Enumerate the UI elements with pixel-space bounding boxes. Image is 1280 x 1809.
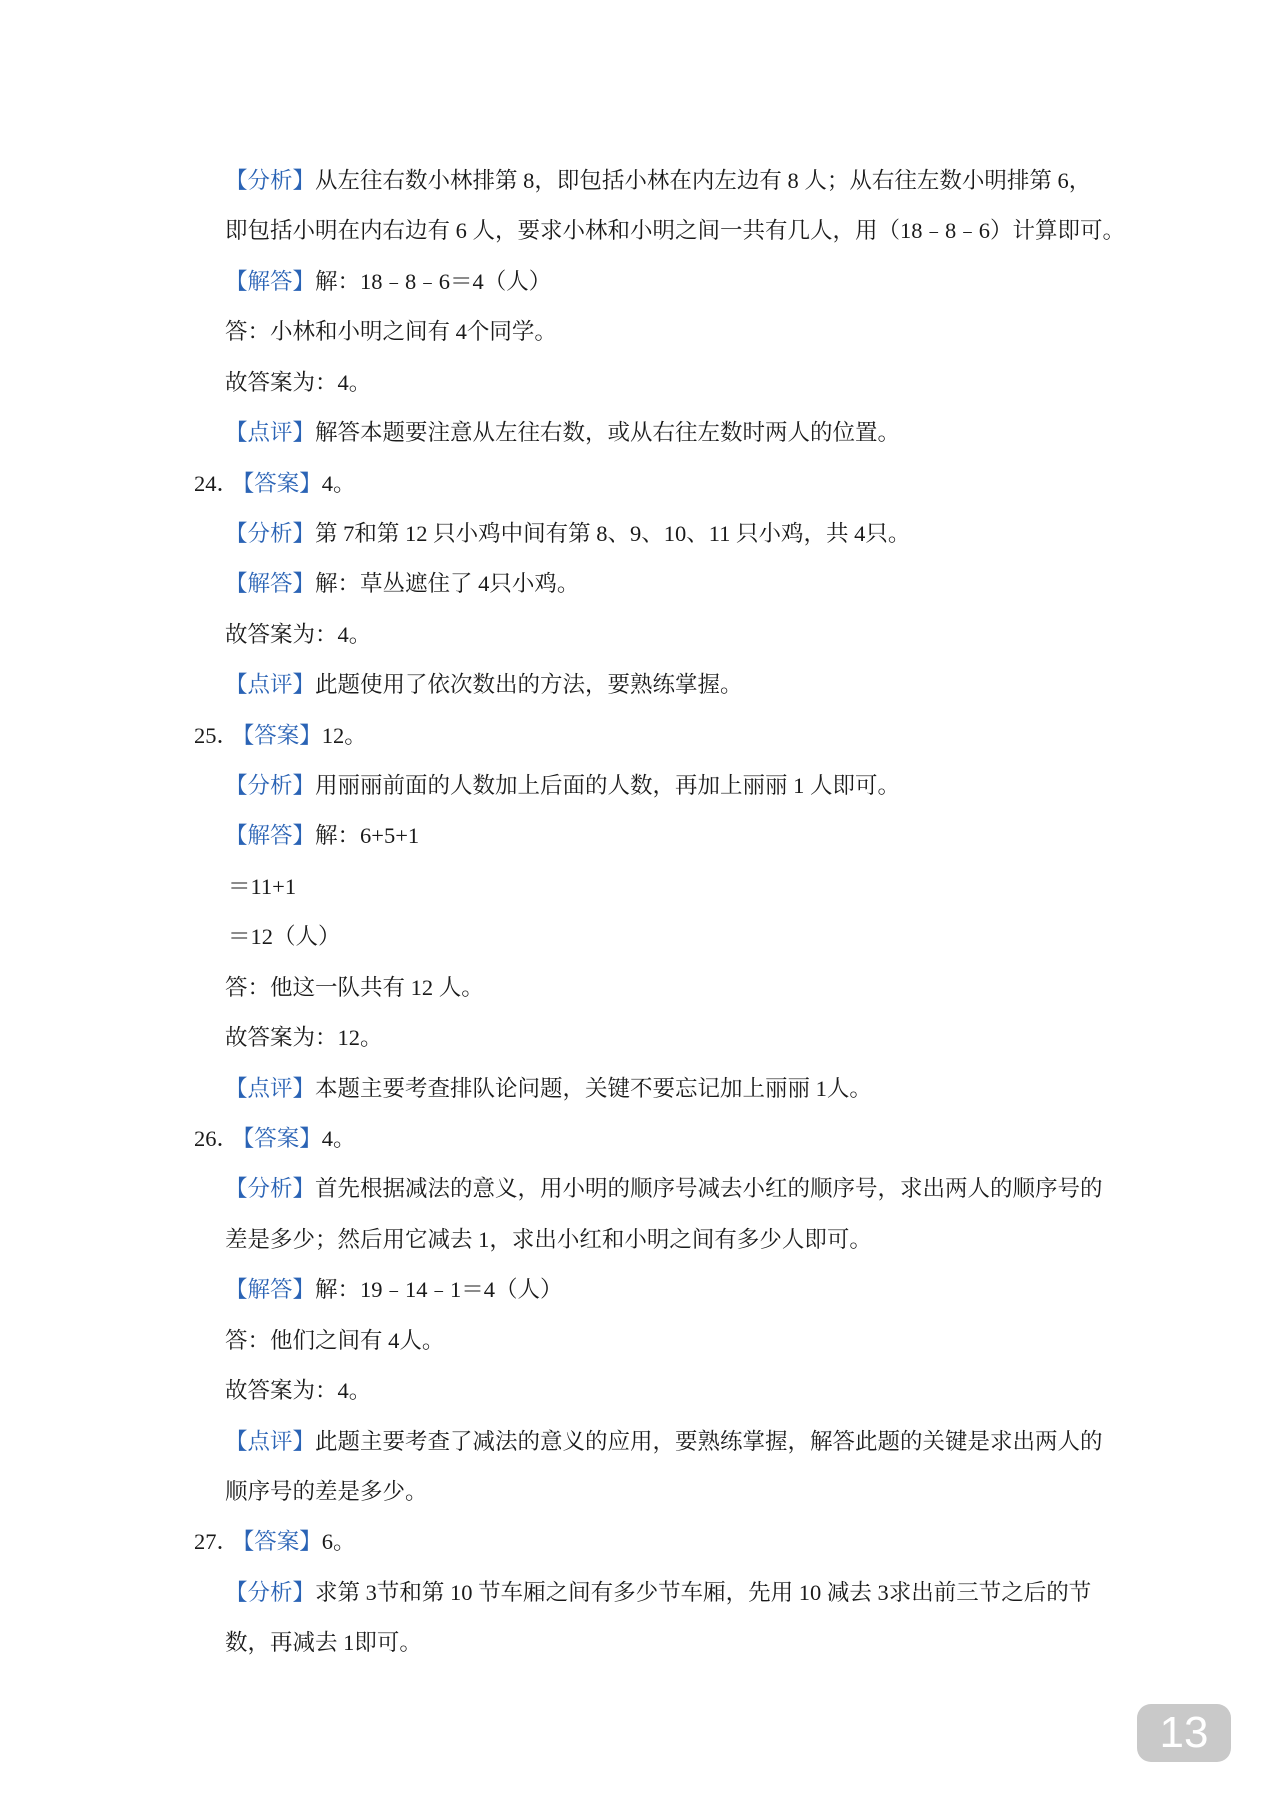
q23-answer-line — [0, 307, 1200, 357]
analysis-text-cont: 即包括小明在内右边有 6 人，要求小林和小明之间一共有几人，用（18﹣8﹣6）计算即可。 — [225, 218, 1126, 244]
key-label: 【答案】 — [243, 1529, 322, 1555]
q26-analysis-line — [0, 1164, 1200, 1214]
answer-content — [0, 156, 1200, 1669]
analysis-text: 从左往右数小林排第 8，即包括小林在内左边有 8 人；从右往左数小明排第 6， — [315, 168, 1092, 193]
comment-label: 【点评】 — [225, 1075, 316, 1101]
q26-key-line — [0, 1114, 1200, 1164]
question-number: 24． — [194, 470, 240, 496]
solution-text: 解：6+5+1 — [315, 823, 420, 849]
answer-text: 答：他们之间有 4人。 — [225, 1327, 445, 1353]
analysis-text: 求第 3节和第 10 节车厢之间有多少节车厢，先用 10 减去 3求出前三节之后的节 — [315, 1579, 1092, 1605]
q27-analysis-cont-line — [0, 1618, 1200, 1668]
q25-analysis-line — [0, 761, 1200, 811]
solution-label: 【解答】 — [225, 268, 316, 294]
solution-label: 【解答】 — [225, 571, 316, 597]
q25-key-line — [0, 711, 1200, 761]
solution-step: ＝12（人） — [228, 924, 341, 950]
final-answer-text: 故答案为：12。 — [225, 1025, 383, 1051]
final-answer-text: 故答案为：4。 — [225, 1378, 372, 1404]
key-label: 【答案】 — [243, 1126, 322, 1152]
comment-text: 解答本题要注意从左往右数，或从右往左数时两人的位置。 — [315, 420, 901, 446]
q26-comment-cont-line — [0, 1467, 1200, 1517]
analysis-text-cont: 差是多少；然后用它减去 1，求出小红和小明之间有多少人即可。 — [225, 1226, 872, 1252]
solution-text: 解：18﹣8﹣6＝4（人） — [315, 268, 552, 294]
q26-comment-line — [0, 1417, 1200, 1467]
analysis-label: 【分析】 — [225, 1176, 316, 1202]
q26-solution-line — [0, 1265, 1200, 1315]
q27-analysis-line — [0, 1568, 1200, 1618]
solution-text: 解：草丛遮住了 4只小鸡。 — [315, 571, 580, 597]
q23-analysis-cont-line — [0, 206, 1200, 256]
answer-text: 答：小林和小明之间有 4个同学。 — [225, 319, 557, 345]
question-number: 26． — [194, 1126, 240, 1152]
comment-label: 【点评】 — [225, 1428, 316, 1454]
q26-answer-line — [0, 1316, 1200, 1366]
page-number-badge: 13 — [1137, 1704, 1231, 1762]
final-answer-text: 故答案为：4。 — [225, 369, 372, 395]
q24-key-line — [0, 459, 1200, 509]
analysis-label: 【分析】 — [225, 520, 316, 546]
answer-text: 答：他这一队共有 12 人。 — [225, 974, 484, 1000]
analysis-label: 【分析】 — [225, 168, 316, 193]
analysis-text: 第 7和第 12 只小鸡中间有第 8、9、10、11 只小鸡，共 4只。 — [315, 520, 911, 546]
solution-label: 【解答】 — [225, 1277, 316, 1303]
comment-text: 此题使用了依次数出的方法，要熟练掌握。 — [315, 672, 743, 698]
key-text: 12。 — [321, 722, 367, 748]
q24-analysis-line — [0, 509, 1200, 559]
q26-analysis-cont-line — [0, 1215, 1200, 1265]
q23-comment-line — [0, 408, 1200, 458]
analysis-label: 【分析】 — [225, 1579, 316, 1605]
key-text: 4。 — [321, 1126, 356, 1152]
comment-label: 【点评】 — [225, 672, 316, 698]
key-label: 【答案】 — [243, 470, 322, 496]
q24-comment-line — [0, 660, 1200, 710]
q25-final-line — [0, 1013, 1200, 1063]
q26-final-line — [0, 1366, 1200, 1416]
analysis-text-cont: 数，再减去 1即可。 — [225, 1630, 422, 1656]
comment-label: 【点评】 — [225, 420, 316, 446]
q25-comment-line — [0, 1064, 1200, 1114]
comment-text-cont: 顺序号的差是多少。 — [225, 1478, 428, 1504]
question-number: 27． — [194, 1529, 240, 1555]
question-number: 25． — [194, 722, 240, 748]
q25-solution-step-1 — [0, 862, 1200, 912]
q25-answer-line — [0, 963, 1200, 1013]
solution-text: 解：19﹣14﹣1＝4（人） — [315, 1277, 563, 1303]
analysis-label: 【分析】 — [225, 773, 316, 799]
analysis-text: 首先根据减法的意义，用小明的顺序号减去小红的顺序号，求出两人的顺序号的 — [315, 1176, 1103, 1202]
q23-final-line — [0, 358, 1200, 408]
key-text: 4。 — [321, 470, 356, 496]
comment-text: 此题主要考查了减法的意义的应用，要熟练掌握，解答此题的关键是求出两人的 — [315, 1428, 1103, 1454]
q25-solution-step-2 — [0, 912, 1200, 962]
key-label: 【答案】 — [243, 722, 322, 748]
q25-solution-line — [0, 811, 1200, 861]
analysis-text: 用丽丽前面的人数加上后面的人数，再加上丽丽 1 人即可。 — [315, 773, 901, 799]
solution-label: 【解答】 — [225, 823, 316, 849]
solution-step: ＝11+1 — [228, 873, 297, 899]
final-answer-text: 故答案为：4。 — [225, 621, 372, 647]
comment-text: 本题主要考查排队论问题，关键不要忘记加上丽丽 1人。 — [315, 1075, 872, 1101]
key-text: 6。 — [321, 1529, 356, 1555]
q23-solution-line — [0, 257, 1200, 307]
q27-key-line — [0, 1517, 1200, 1567]
q23-analysis-line — [0, 156, 1200, 206]
q24-final-line — [0, 610, 1200, 660]
q24-solution-line — [0, 559, 1200, 609]
